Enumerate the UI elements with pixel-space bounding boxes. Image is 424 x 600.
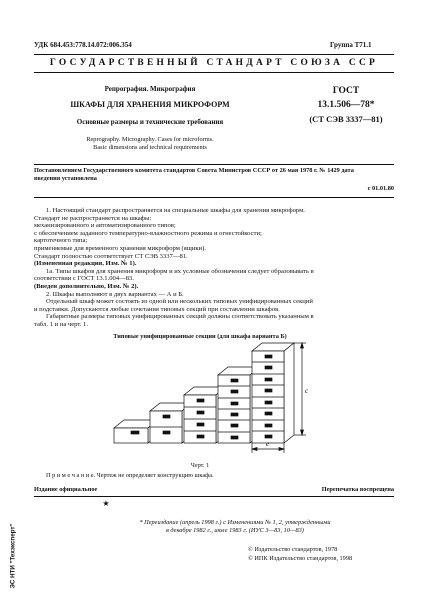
standard-banner: ГОСУДАРСТВЕННЫЙ СТАНДАРТ СОЮЗА ССР (49, 58, 379, 68)
gost-label: ГОСТ (332, 86, 360, 96)
title-rule (34, 164, 394, 165)
copyright-1978: © Издательство стандартов, 1978 (248, 546, 338, 553)
official-edition: Издание официальное (34, 486, 98, 493)
section-5 (252, 343, 294, 443)
decree-line-2: введения установлена (34, 175, 97, 182)
english-title-2: Basic dimensions and technical requirements (93, 144, 207, 151)
english-title-1: Reprography. Micrography. Cases for microforms. (86, 136, 214, 143)
header-rule-bottom (34, 72, 394, 73)
dimension-e-label: е (266, 440, 270, 448)
decree-line-1: Постановлением Государственного комитета стандартов Совета Министров СССР от 26 мая 1978 г. № 1429 дата (34, 167, 354, 174)
reprint-info-1: * Переиздание (апрель 1998 г.) с Изменениями № 1, 2, утвержденными (139, 519, 331, 526)
figure-title: Типовые унифицированные секции (для шкафа варианта Б) (113, 333, 287, 340)
paragraph-1: 1. Настоящий стандарт распространяется на специальные шкафы для хранения микроформ. Стандарт не распространяется на шкафы: механизированного и автоматизированного типов; с обеспечением заданного температурно-влажностного режима и огнестойкости; картотечного типа; применяемые для временного хранения микроформ (ящики). Стандарт полностью соответствует СТ СЭВ 3337—81. (Измененная редакция, Изм. № 1). 1а. Типы шкафов для хранения микроформ и их условные обозначения следует образовывать в соответствии с ГОСТ 13.1.004—83. (Введен дополнительно, Изм. № 2). 2. Шкафы выполняют в двух вариантах — А и Б. Отдельный шкаф может состоять из одной или нескольких типовых унифицированных секций и подставки. Допускаются любые сочетания типовых секций при составлении шкафов. Габаритные размеры типовых унифицированных секций должны соответствовать указанным в табл. 1 и на черт. 1. (34, 207, 394, 329)
st-sev-number: (СТ СЭВ 3337—81) (309, 114, 383, 124)
main-title: ШКАФЫ ДЛЯ ХРАНЕНИЯ МИКРОФОРМ (70, 100, 230, 109)
udk-code: УДК 684.453:778.14.072:006.354 (34, 41, 132, 49)
sidebar-stamp: ЭС НТИ "Техэксперт" (9, 523, 17, 589)
cabinet-sections-drawing (100, 338, 330, 458)
star-mark: ★ (102, 499, 110, 508)
dimension-c-label: с (305, 387, 309, 395)
figure-caption: Черт. 1 (190, 462, 210, 469)
figure-note: П р и м е ч а н и е. Чертеж не определяет конструкцию шкафа. (46, 472, 214, 479)
gost-number: 13.1.506—78* (317, 100, 375, 110)
sub-title: Основные размеры и технические требования (76, 118, 224, 126)
effective-date: с 01.01.80 (367, 185, 394, 192)
reprint-info-2: в декабре 1982 г., июле 1983 г. (ИУС 3—83, 10—83) (166, 527, 304, 534)
copyright-1998: © ИПК Издательство стандартов, 1998 (248, 555, 353, 562)
reprint-prohibited: Перепечатка воспрещена (321, 486, 394, 493)
footer-rule (34, 496, 394, 497)
group-code: Группа Т71.1 (330, 41, 372, 49)
category-title: Репрография. Микрография (104, 85, 196, 93)
change-note-1: (Измененная редакция, Изм. № 1). (34, 260, 137, 268)
change-note-2: (Введен дополнительно, Изм. № 2). (34, 282, 139, 290)
header-rule-top (34, 54, 394, 55)
decree-rule (34, 197, 394, 198)
